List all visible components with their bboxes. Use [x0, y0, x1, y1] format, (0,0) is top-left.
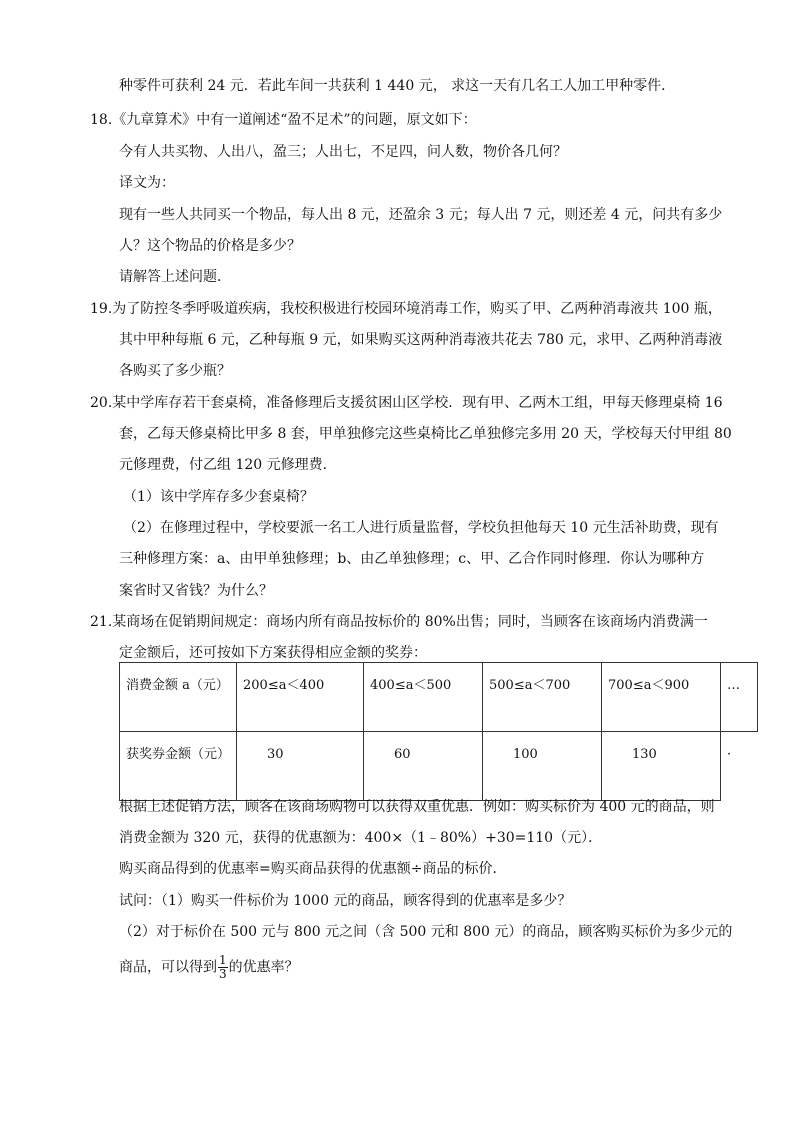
table-header-cell: 400≤a＜500 — [364, 663, 483, 732]
q19-line2: 其中甲种每瓶 6 元，乙种每瓶 9 元，如果购买这两种消毒液共花去 780 元，求甲、乙两种消毒液 — [119, 332, 723, 348]
q20-line3: 元修理费，付乙组 120 元修理费． — [119, 457, 337, 473]
q21-part2-text-before: 商品，可以得到 — [119, 959, 217, 976]
q18-stem: 18.《九章算术》中有一道阐述“盈不足术”的问题，原文如下： — [90, 112, 477, 128]
q21-line4: 消费金额为 320 元，获得的优惠额为：400×（1﹣80%）+30=110（元）． — [119, 830, 603, 846]
q20-part2-line2: 三种修理方案：a、由甲单独修理；b、由乙单独修理；c、甲、乙合作同时修理．你认为哪种方 — [119, 551, 705, 567]
q17-tail-text: 种零件可获利 24 元．若此车间一共获利 1 440 元， 求这一天有几名工人加工甲种零件． — [119, 78, 676, 94]
prize-table — [119, 662, 758, 801]
table-cell: 100 — [483, 732, 602, 801]
fraction-one-third — [218, 954, 228, 981]
table-cell: 60 — [364, 732, 483, 801]
q18-translation-line2: 人？这个物品的价格是多少？ — [119, 238, 301, 254]
q21-part2-line1: （2）对于标价在 500 元与 800 元之间（含 500 元和 800 元）的商品，顾客购买标价为多少元的 — [119, 924, 733, 940]
q20-part2-line3: 案省时又省钱？为什么？ — [119, 583, 273, 599]
table-cell: 30 — [237, 732, 364, 801]
q18-original-text: 今有人共买物、人出八，盈三；人出七，不足四，问人数，物价各几何？ — [119, 144, 567, 160]
prize-table-value-row — [120, 732, 758, 801]
table-header-cell: 消费金额 a（元） — [120, 663, 237, 732]
q20-line1: 20.某中学库存若干套桌椅，准备修理后支援贫困山区学校．现有甲、乙两木工组，甲每天修理桌椅 16 — [90, 395, 723, 411]
table-cell: · — [727, 747, 732, 762]
prize-table-header-row — [120, 663, 758, 732]
fraction-numerator: 1 — [219, 953, 227, 967]
q20-line2: 套，乙每天修桌椅比甲多 8 套，甲单独修完这些桌椅比乙单独修完多用 20 天，学校每天付甲组 80 — [119, 426, 732, 442]
q21-part1: 试问：（1）购买一件标价为 1000 元的商品，顾客得到的优惠率是多少？ — [119, 893, 572, 909]
q21-line5: 购买商品得到的优惠率=购买商品获得的优惠额÷商品的标价． — [119, 861, 507, 877]
table-cell: 获奖券金额（元） — [120, 732, 237, 801]
q18-instruction: 请解答上述问题． — [119, 269, 231, 285]
q20-part2-line1: （2）在修理过程中，学校要派一名工人进行质量监督，学校负担他每天 10 元生活补助费，现有 — [123, 520, 719, 536]
table-cell: 130 — [602, 732, 721, 801]
q19-line1: 19.为了防控冬季呼吸道疾病，我校积极进行校园环境消毒工作，购买了甲、乙两种消毒液共 100 瓶， — [90, 301, 722, 317]
q21-line1: 21.某商场在促销期间规定：商场内所有商品按标价的 80%出售；同时，当顾客在该商场内消费满一 — [90, 614, 708, 630]
q18-translation-line1: 现有一些人共同买一个物品，每人出 8 元，还盈余 3 元；每人出 7 元，则还差 4 元，问共有多少 — [119, 207, 723, 223]
q21-part2-text-after: 的优惠率？ — [228, 959, 299, 976]
q21-line2: 定金额后，还可按如下方案获得相应金额的奖券： — [119, 645, 427, 661]
table-header-cell: 500≤a＜700 — [483, 663, 602, 732]
table-header-cell: 700≤a＜900 — [602, 663, 721, 732]
q18-translation-label: 译文为： — [119, 175, 175, 191]
fraction-denominator: 3 — [219, 967, 227, 981]
q19-line3: 各购买了多少瓶？ — [119, 363, 231, 379]
q20-part1: （1）该中学库存多少套桌椅？ — [123, 489, 314, 505]
q21-part2-line2 — [119, 954, 299, 981]
q21-line3: 根据上述促销方法，顾客在该商场购物可以获得双重优惠．例如：购买标价为 400 元的商品，则 — [119, 799, 715, 815]
table-header-cell: … — [721, 663, 758, 732]
table-header-cell: 200≤a＜400 — [237, 663, 364, 732]
